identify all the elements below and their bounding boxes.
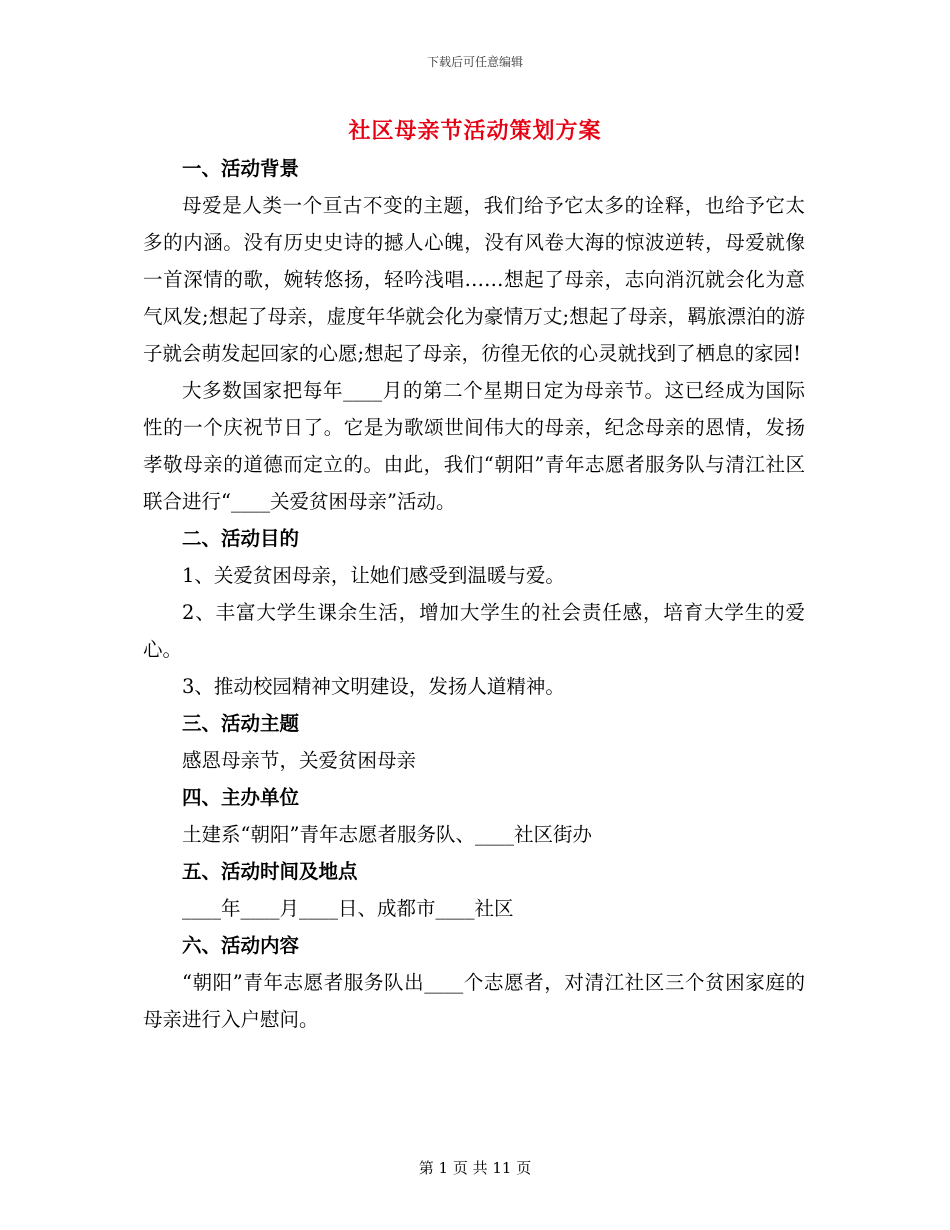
- document-title: 社区母亲节活动策划方案: [348, 118, 602, 144]
- time-place-text: ____年____月____日、成都市____社区: [182, 897, 514, 920]
- content-text: “朝阳”青年志愿者服务队出____个志愿者，对清江社区三个贫困家庭的母亲进行入户慰问。: [143, 971, 805, 1031]
- header-note: 下载后可任意编辑: [426, 55, 523, 69]
- purpose-item-1: 1、关爱贫困母亲，让她们感受到温暖与爱。: [182, 564, 565, 587]
- purpose-item-3: 3、推动校园精神文明建设，发扬人道精神。: [182, 675, 565, 698]
- theme-text: 感恩母亲节，关爱贫困母亲: [182, 749, 417, 772]
- background-paragraph-1: 母爱是人类一个亘古不变的主题，我们给予它太多的诠释，也给予它太多的内涵。没有历史史诗的撼人心魄，没有风卷大海的惊波逆转，母爱就像一首深情的歌，婉转悠扬，轻吟浅唱……想起了母亲，志向消沉就会化为意气风发;想起了母亲，虚度年华就会化为豪情万丈;想起了母亲，羁旅漂泊的游子就会萌发起回家的心愿;想起了母亲，彷徨无依的心灵就找到了栖息的家园!: [143, 194, 805, 365]
- organizer-text: 土建系“朝阳”青年志愿者服务队、____社区街办: [182, 823, 592, 846]
- section-heading-background: 一、活动背景: [182, 157, 300, 180]
- section-heading-content: 六、活动内容: [182, 934, 300, 957]
- page-footer: 第 1 页 共 11 页: [418, 1159, 532, 1177]
- section-heading-time-place: 五、活动时间及地点: [182, 860, 358, 883]
- section-heading-theme: 三、活动主题: [182, 712, 300, 735]
- section-heading-purpose: 二、活动目的: [182, 527, 300, 550]
- purpose-item-2: 2、丰富大学生课余生活，增加大学生的社会责任感，培育大学生的爱心。: [143, 601, 805, 661]
- section-heading-organizer: 四、主办单位: [182, 786, 300, 809]
- document-body: [143, 150, 805, 1038]
- background-paragraph-2: 大多数国家把每年____月的第二个星期日定为母亲节。这已经成为国际性的一个庆祝节日了。它是为歌颂世间伟大的母亲，纪念母亲的恩情，发扬孝敬母亲的道德而定立的。由此，我们“朝阳”青年志愿者服务队与清江社区联合进行“____关爱贫困母亲”活动。: [143, 379, 805, 513]
